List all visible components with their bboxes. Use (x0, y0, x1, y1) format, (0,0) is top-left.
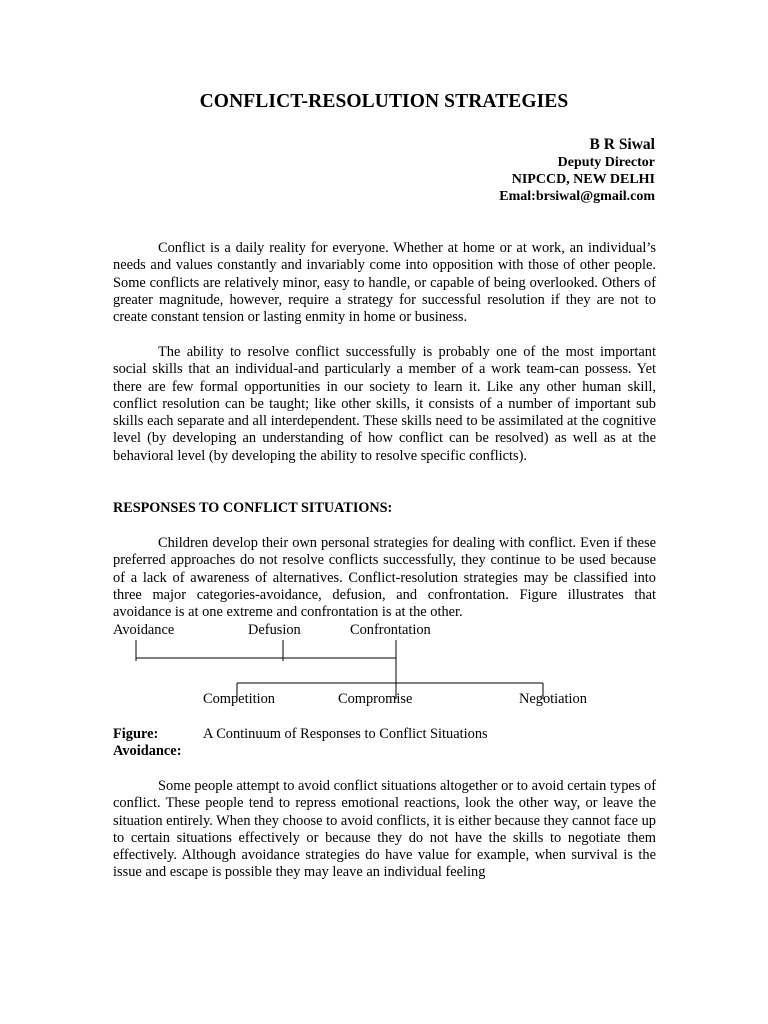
figure-label-negotiation: Negotiation (519, 691, 587, 707)
author-name: B R Siwal (589, 136, 655, 153)
avoidance-subheading: Avoidance: (113, 743, 182, 759)
author-role: Deputy Director (557, 155, 655, 170)
figure-label-competition: Competition (203, 691, 275, 707)
paragraph-intro: Conflict is a daily reality for everyone. Whether at home or at work, an individual’s needs and values constantly and invariably come into opposition with those of other people. Some conflicts are relatively minor, easy to handle, or capable of being overlooked. Others of greater magnitude, however, require a strategy for successful resolution if they are not to create constant tension or lasting enmity in home or business. (113, 240, 656, 326)
author-organization: NIPCCD, NEW DELHI (511, 172, 655, 187)
figure-caption: A Continuum of Responses to Conflict Situations (203, 726, 488, 742)
figure-label-defusion: Defusion (248, 622, 301, 638)
figure-label-compromise: Compromise (338, 691, 413, 707)
section-heading: RESPONSES TO CONFLICT SITUATIONS: (113, 500, 393, 516)
author-email: Emal:brsiwal@gmail.com (499, 189, 655, 204)
paragraph-ability: The ability to resolve conflict successfully is probably one of the most important social skills that an individual-and particularly a member of a work team-can possess. Yet there are few formal opportunities in our society to learn it. Like any other human skill, conflict resolution can be taught; like other skills, it consists of a number of important sub skills each separate and all interdependent. These skills need to be assimilated at the cognitive level (by developing an understanding of how conflict can be resolved) as well as at the behavioral level (by developing the ability to resolve specific conflicts). (113, 344, 656, 464)
figure-label-avoidance: Avoidance (113, 622, 175, 638)
paragraph-responses: Children develop their own personal strategies for dealing with conflict. Even if these preferred approaches do not resolve conflicts successfully, they continue to be used because of a lack of awareness of alternatives. Conflict-resolution strategies may be classified into three major categories-avoidance, defusion, and confrontation. Figure illustrates that avoidance is at one extreme and confrontation is at the other. (113, 535, 656, 621)
document-title: CONFLICT-RESOLUTION STRATEGIES (199, 91, 569, 112)
paragraph-avoidance: Some people attempt to avoid conflict situations altogether or to avoid certain types of conflict. These people tend to repress emotional reactions, look the other way, or leave the situation entirely. When they choose to avoid conflicts, it is either because they cannot face up to certain situations effectively or because they do not have the skills to negotiate them effectively. Although avoidance strategies do have value for example, when survival is the issue and escape is possible they may leave an individual feeling (113, 778, 656, 881)
figure-label: Figure: (113, 726, 159, 742)
figure-label-confrontation: Confrontation (350, 622, 431, 638)
